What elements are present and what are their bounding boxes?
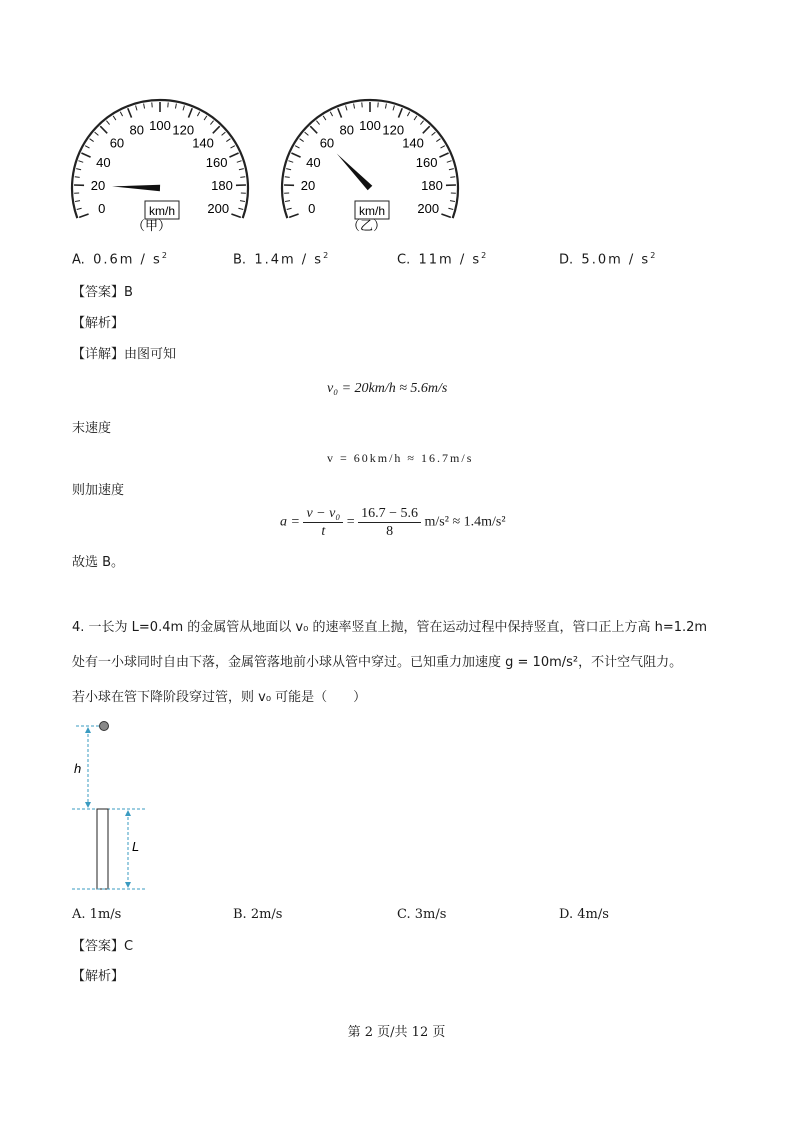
gauge-tick xyxy=(240,201,245,202)
gauge-left-caption: （甲） xyxy=(132,218,172,233)
gauge-tick xyxy=(291,153,300,157)
q3-detail: 【详解】由图可知 xyxy=(72,347,177,362)
gauge-tick xyxy=(229,153,238,157)
acceleration-label: 则加速度 xyxy=(72,483,125,498)
speedometer-left xyxy=(72,100,248,219)
gauge-tick-label: 200 xyxy=(207,201,230,217)
ball xyxy=(100,722,109,731)
metal-pipe xyxy=(97,809,108,889)
gauge-tick-label: 180 xyxy=(421,177,443,193)
gauge-tick xyxy=(144,104,145,109)
gauge-tick-label: 80 xyxy=(339,122,355,138)
gauge-tick xyxy=(238,208,243,209)
gauge-tick xyxy=(79,214,88,217)
gauge-tick-label: 0 xyxy=(98,201,106,217)
gauge-tick-label: 120 xyxy=(382,122,405,138)
gauge-tick-label: 20 xyxy=(300,177,316,193)
gauge-tick xyxy=(75,201,80,202)
unit-label: km/h xyxy=(148,204,176,218)
gauge-tick xyxy=(448,208,453,209)
q4-analysis-tag: 【解析】 xyxy=(72,969,125,984)
gauge-tick xyxy=(231,214,240,217)
gauge-tick xyxy=(450,201,455,202)
gauge-tick xyxy=(204,116,207,120)
gauge-tick xyxy=(197,112,199,116)
gauge-tick-label: 40 xyxy=(306,154,321,170)
gauge-tick xyxy=(81,153,90,157)
gauge-tick-label: 140 xyxy=(402,135,424,151)
gauge-tick xyxy=(447,161,452,163)
gauge-tick xyxy=(136,106,137,111)
gauge-tick xyxy=(175,104,176,109)
gauge-tick xyxy=(323,116,326,120)
gauge-tick xyxy=(188,108,192,117)
gauge-tick xyxy=(226,139,230,142)
gauge-tick xyxy=(95,132,99,135)
gauge-tick xyxy=(450,177,455,178)
L-arrow-bottom xyxy=(125,882,131,888)
gauge-tick-label: 100 xyxy=(149,118,171,133)
gauge-tick xyxy=(346,106,347,111)
q4-text-line-1: 4. 一长为 L=0.4m 的金属管从地面以 v₀ 的速率竖直上抛，管在运动过程中保持竖直，管口正上方高 h=1.2m xyxy=(72,620,708,635)
h-label: h xyxy=(74,761,82,776)
gauge-tick xyxy=(440,146,444,148)
gauge-tick xyxy=(113,116,116,120)
h-arrow-bottom xyxy=(85,802,91,808)
gauge-tick xyxy=(439,153,448,157)
gauge-needle xyxy=(112,185,160,191)
q3-option-b: B. $1.4m / s^2$ xyxy=(233,251,329,268)
gauge-tick xyxy=(423,126,430,133)
q3-conclusion: 故选 B。 xyxy=(72,555,125,570)
q3-option-c: C. $11m / s^2$ xyxy=(397,251,487,268)
gauge-tick xyxy=(213,126,220,133)
gauge-tick xyxy=(128,108,132,117)
equation-initial-speed: v₀ = 20km/h ≈ 5.6m/s xyxy=(327,381,448,396)
gauge-tick xyxy=(100,126,107,133)
h-arrow-top xyxy=(85,727,91,733)
gauge-tick xyxy=(288,161,293,163)
gauge-tick xyxy=(210,121,213,125)
gauge-tick xyxy=(420,121,423,125)
gauge-tick xyxy=(106,121,109,125)
gauge-tick xyxy=(285,201,290,202)
gauge-tick xyxy=(354,104,355,109)
gauge-tick-label: 160 xyxy=(415,154,438,170)
gauge-tick xyxy=(449,169,454,170)
equation-final-speed: v = 60km/h ≈ 16.7m/s xyxy=(327,451,474,465)
gauge-tick xyxy=(338,108,342,117)
gauge-tick-label: 20 xyxy=(90,177,106,193)
gauge-tick-label: 140 xyxy=(192,135,214,151)
L-arrow-top xyxy=(125,810,131,816)
gauge-tick xyxy=(237,161,242,163)
gauge-tick xyxy=(222,132,226,135)
gauge-tick xyxy=(240,177,245,178)
gauge-tick-label: 120 xyxy=(172,122,195,138)
gauge-tick-label: 100 xyxy=(359,118,381,133)
gauge-tick xyxy=(78,161,83,163)
gauge-tick xyxy=(441,214,450,217)
q3-answer: 【答案】B xyxy=(72,285,133,300)
gauge-tick xyxy=(75,177,80,178)
gauge-tick xyxy=(295,146,299,148)
q3-option-d: D. $5.0m / s^2$ xyxy=(559,251,656,268)
q4-option-c: C. 3m/s xyxy=(397,907,447,922)
gauge-tick xyxy=(285,177,290,178)
gauge-tick xyxy=(414,116,417,120)
gauge-tick-label: 60 xyxy=(319,135,335,151)
gauge-tick xyxy=(316,121,319,125)
speedometer-figure xyxy=(60,88,480,238)
gauge-tick xyxy=(183,106,184,111)
gauge-tick xyxy=(90,139,94,142)
gauge-tick xyxy=(393,106,394,111)
gauge-tick-label: 0 xyxy=(308,201,316,217)
gauge-tick xyxy=(432,132,436,135)
gauge-tick xyxy=(287,208,292,209)
speedometer-right xyxy=(282,100,458,219)
gauge-tick xyxy=(230,146,234,148)
gauge-tick xyxy=(85,146,89,148)
gauge-tick-label: 60 xyxy=(109,135,125,151)
gauge-tick-label: 180 xyxy=(211,177,233,193)
q4-option-d: D. 4m/s xyxy=(559,907,609,922)
q4-option-a: A. 1m/s xyxy=(72,907,122,922)
L-label: L xyxy=(132,839,140,854)
gauge-tick xyxy=(286,169,291,170)
gauge-tick-label: 200 xyxy=(417,201,440,217)
gauge-tick xyxy=(310,126,317,133)
equation-acceleration: a = $\frac{\text{v − v₀}}{t}$ = $\frac{16.7 - 5.6}{8}$ m/s² ≈ 1.4m/s² xyxy=(280,506,506,539)
gauge-tick xyxy=(436,139,440,142)
gauge-tick-label: 40 xyxy=(96,154,111,170)
gauge-tick xyxy=(305,132,309,135)
gauge-tick xyxy=(120,112,122,116)
page-footer: 第 2 页/共 12 页 xyxy=(347,1025,446,1040)
gauge-tick-label: 80 xyxy=(129,122,145,138)
unit-label: km/h xyxy=(358,204,386,218)
q3-option-a: A. $0.6m / s^2$ xyxy=(72,251,167,268)
q4-option-b: B. 2m/s xyxy=(233,907,283,922)
gauge-tick xyxy=(398,108,402,117)
gauge-tick xyxy=(385,104,386,109)
gauge-needle xyxy=(337,153,373,190)
gauge-tick xyxy=(239,169,244,170)
q3-analysis-tag: 【解析】 xyxy=(72,316,125,331)
q4-answer: 【答案】C xyxy=(72,939,134,954)
gauge-tick xyxy=(76,169,81,170)
gauge-tick xyxy=(407,112,409,116)
gauge-right-caption: （乙） xyxy=(347,218,387,233)
gauge-tick xyxy=(289,214,298,217)
gauge-tick xyxy=(330,112,332,116)
gauge-tick xyxy=(77,208,82,209)
gauge-tick xyxy=(300,139,304,142)
final-speed-label: 末速度 xyxy=(72,421,112,436)
q4-text-line-3: 若小球在管下降阶段穿过管，则 v₀ 可能是（ ） xyxy=(72,690,367,705)
gauge-tick-label: 160 xyxy=(205,154,228,170)
q4-text-line-2: 处有一小球同时自由下落，金属管落地前小球从管中穿过。已知重力加速度 g = 10m/s²，不计空气阻力。 xyxy=(72,655,683,670)
pipe-ball-diagram xyxy=(70,715,160,895)
